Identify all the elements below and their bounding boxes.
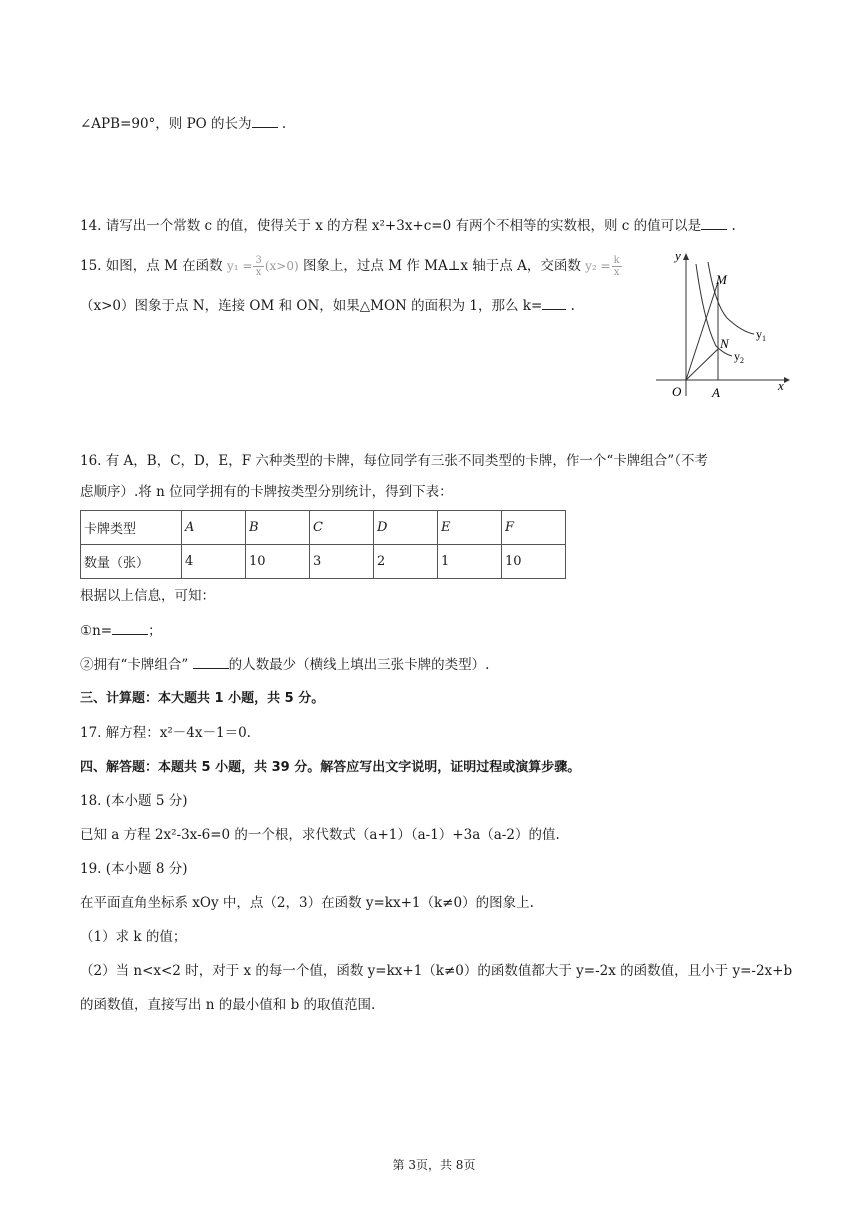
q15-line1 — [80, 255, 623, 278]
label-M: M — [716, 272, 727, 287]
q18-body: 已知 a 方程 2x²-3x-6=0 的一个根，求代数式（a+1）（a-1）+3a（a-2）的值. — [80, 827, 560, 843]
table-cell: C — [310, 511, 374, 545]
q16-sub2-text-b: 的人数最少（横线上填出三张卡牌的类型）. — [228, 657, 490, 673]
q16-sub1-text: ①n= — [80, 623, 113, 639]
y2-fraction — [612, 255, 622, 278]
q13-text: ∠APB=90°，则 PO 的长为 — [80, 116, 252, 132]
y2-denominator: x — [613, 267, 620, 278]
answer-blank — [542, 296, 566, 310]
table-cell: D — [374, 511, 438, 545]
q16-sub1 — [80, 621, 162, 641]
q17-text: 17. 解方程：x²－4x－1＝0. — [80, 725, 251, 741]
answer-blank — [252, 114, 278, 128]
label-y1: $y_1$ — [756, 327, 766, 343]
table-cell: 1 — [438, 545, 502, 579]
table-row — [81, 545, 566, 579]
table-cell: B — [246, 511, 310, 545]
label-y2: $y_2$ — [734, 349, 744, 365]
answer-blank — [112, 621, 148, 635]
y-axis-arrow — [683, 253, 689, 260]
label-A: A — [712, 385, 720, 400]
q18-heading: 18. (本小题 5 分) — [80, 793, 188, 809]
table-cell: 卡牌类型 — [81, 511, 182, 545]
q15-text-a: 15. 如图，点 M 在函数 — [80, 258, 223, 274]
q19-part2: （2）当 n<x<2 时，对于 x 的每一个值，函数 y=kx+1（k≠0）的函数值都大于 y=-2x 的函数值，且小于 y=-2x+b — [80, 963, 793, 979]
q19-heading: 19. (本小题 8 分) — [80, 861, 188, 877]
section-4-heading: 四、解答题：本题共 5 小题，共 39 分。解答应写出文字说明，证明过程或演算步骤。 — [80, 760, 581, 775]
q14-end: . — [731, 218, 736, 234]
table-cell: 数量（张） — [81, 545, 182, 579]
y1-condition: (x>0) — [264, 259, 299, 273]
q16-after: 根据以上信息，可知： — [80, 588, 215, 604]
table-cell: E — [438, 511, 502, 545]
q16-line2: 虑顺序）.将 n 位同学拥有的卡牌按类型分别统计，得到下表： — [80, 484, 453, 500]
table-cell: 10 — [502, 545, 566, 579]
answer-blank — [193, 655, 229, 669]
q19-part3: 的函数值，直接写出 n 的最小值和 b 的取值范围. — [80, 997, 376, 1013]
page-footer: 第 3页，共 8页 — [392, 1158, 476, 1172]
table-cell: 3 — [310, 545, 374, 579]
q19-part1: （1）求 k 的值； — [80, 929, 187, 945]
y1-fraction — [253, 255, 263, 278]
y1-numerator: 3 — [255, 255, 262, 266]
q14-text: 14. 请写出一个常数 c 的值，使得关于 x 的方程 x²+3x+c=0 有两个不相等的实数根，则 c 的值可以是 — [80, 218, 702, 234]
label-x: x — [778, 378, 784, 393]
q15-text-2: （x>0）图象于点 N，连接 OM 和 ON，如果△MON 的面积为 1，那么 k= — [80, 298, 543, 314]
y1-denominator: x — [255, 267, 262, 278]
q13-line — [80, 114, 286, 134]
q15-text-b: 图象上，过点 M 作 MA⊥x 轴于点 A，交函数 — [302, 258, 581, 274]
y1-function-label: y₁ = — [226, 259, 253, 273]
table-cell: A — [182, 511, 246, 545]
answer-blank — [701, 216, 727, 230]
q13-end: . — [281, 116, 287, 132]
x-axis-arrow — [784, 377, 790, 383]
q14-line — [80, 216, 736, 236]
q16-sub1-end: ； — [148, 623, 162, 639]
label-O: O — [672, 384, 682, 399]
table-cell: 4 — [182, 545, 246, 579]
card-count-table — [80, 510, 566, 579]
q16-line1: 16. 有 A，B，C，D，E，F 六种类型的卡牌，每位同学有三张不同类型的卡牌，作一个“卡牌组合”（不考 — [80, 453, 708, 469]
label-N: N — [720, 336, 729, 351]
table-cell: F — [502, 511, 566, 545]
y2-function-label: y₂ = — [585, 259, 611, 273]
function-graph-figure — [652, 246, 792, 402]
label-y: y — [675, 248, 681, 263]
q16-sub2-text-a: ②拥有“卡牌组合” — [80, 657, 189, 673]
table-cell: 2 — [374, 545, 438, 579]
q15-line2 — [80, 296, 575, 316]
section-3-heading: 三、计算题：本大题共 1 小题，共 5 分。 — [80, 691, 325, 706]
q16-sub2 — [80, 655, 489, 675]
segment-OM — [686, 282, 718, 380]
y2-numerator: k — [613, 255, 620, 266]
q19-body: 在平面直角坐标系 xOy 中，点（2，3）在函数 y=kx+1（k≠0）的图象上. — [80, 895, 534, 911]
table-row — [81, 511, 566, 545]
y1-curve — [708, 262, 754, 334]
q15-end: . — [570, 298, 575, 314]
table-cell: 10 — [246, 545, 310, 579]
